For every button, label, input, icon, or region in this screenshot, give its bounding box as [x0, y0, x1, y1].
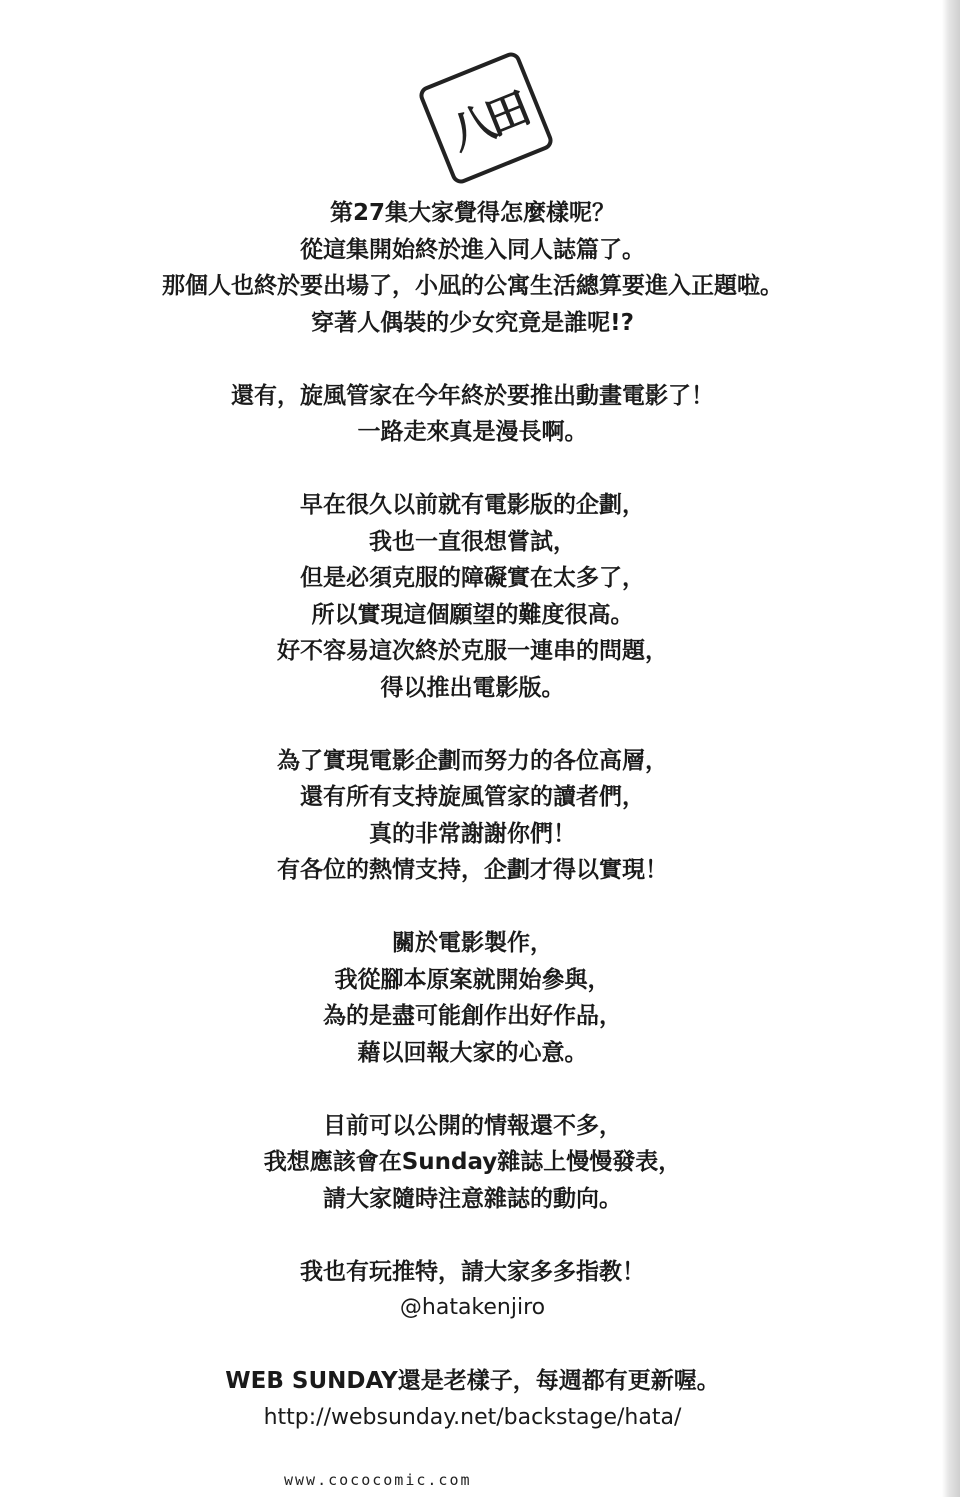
text-line: 早在很久以前就有電影版的企劃，: [300, 492, 645, 518]
text-line: 那個人也終於要出場了，小凪的公寓生活總算要進入正題啦。: [162, 273, 783, 299]
text-line: 我也一直很想嘗試，: [369, 528, 576, 555]
text-line: 關於電影製作，: [392, 930, 553, 956]
text-line: http://websunday.net/backstage/hata/: [263, 1404, 682, 1430]
text-line: 穿著人偶裝的少女究竟是誰呢!?: [311, 309, 634, 336]
seal-text: 八田: [442, 84, 533, 161]
paragraph: [0, 925, 945, 1071]
text-line: 還有，旋風管家在今年終於要推出動畫電影了！: [231, 382, 714, 409]
text-line: 所以實現這個願望的難度很高。: [311, 601, 634, 628]
watermark: www.cococomic.com: [284, 1471, 472, 1489]
text-line: 還有所有支持旋風管家的讀者們，: [300, 784, 645, 810]
text-line: 為了實現電影企劃而努力的各位高層，: [277, 747, 668, 774]
paragraph: [0, 743, 945, 889]
paragraph: [0, 1363, 945, 1436]
text-line: 從這集開始終於進入同人誌篇了。: [300, 236, 645, 263]
text-line: 為的是盡可能創作出好作品，: [323, 1003, 622, 1029]
text-line: 但是必須克服的障礙實在太多了，: [300, 565, 645, 591]
text-line: 目前可以公開的情報還不多，: [323, 1112, 622, 1139]
text-line: 真的非常謝謝你們！: [369, 820, 576, 847]
afterword-text: [0, 195, 945, 1473]
paragraph: [0, 1254, 945, 1327]
text-line: 我也有玩推特，請大家多多指教！: [300, 1258, 645, 1285]
author-seal-stamp: [416, 50, 555, 187]
text-line: 請大家隨時注意雜誌的動向。: [323, 1185, 622, 1212]
text-line: 第27集大家覺得怎麼樣呢？: [329, 200, 615, 226]
text-line: 好不容易這次終於克服一連串的問題，: [277, 638, 668, 664]
paragraph: [0, 487, 945, 706]
text-line: 我想應該會在Sunday雜誌上慢慢發表，: [263, 1149, 682, 1175]
text-line: 得以推出電影版。: [380, 674, 565, 701]
text-line: 一路走來真是漫長啊。: [357, 419, 588, 445]
text-line: 我從腳本原案就開始參與，: [334, 966, 611, 993]
paragraph: [0, 378, 945, 451]
text-line: 有各位的熱情支持，企劃才得以實現！: [277, 857, 668, 883]
text-line: WEB SUNDAY還是老樣子，每週都有更新喔。: [225, 1368, 720, 1394]
text-line: 藉以回報大家的心意。: [357, 1039, 588, 1066]
text-line: @hatakenjiro: [399, 1295, 546, 1320]
paragraph: [0, 195, 945, 341]
paragraph: [0, 1108, 945, 1218]
